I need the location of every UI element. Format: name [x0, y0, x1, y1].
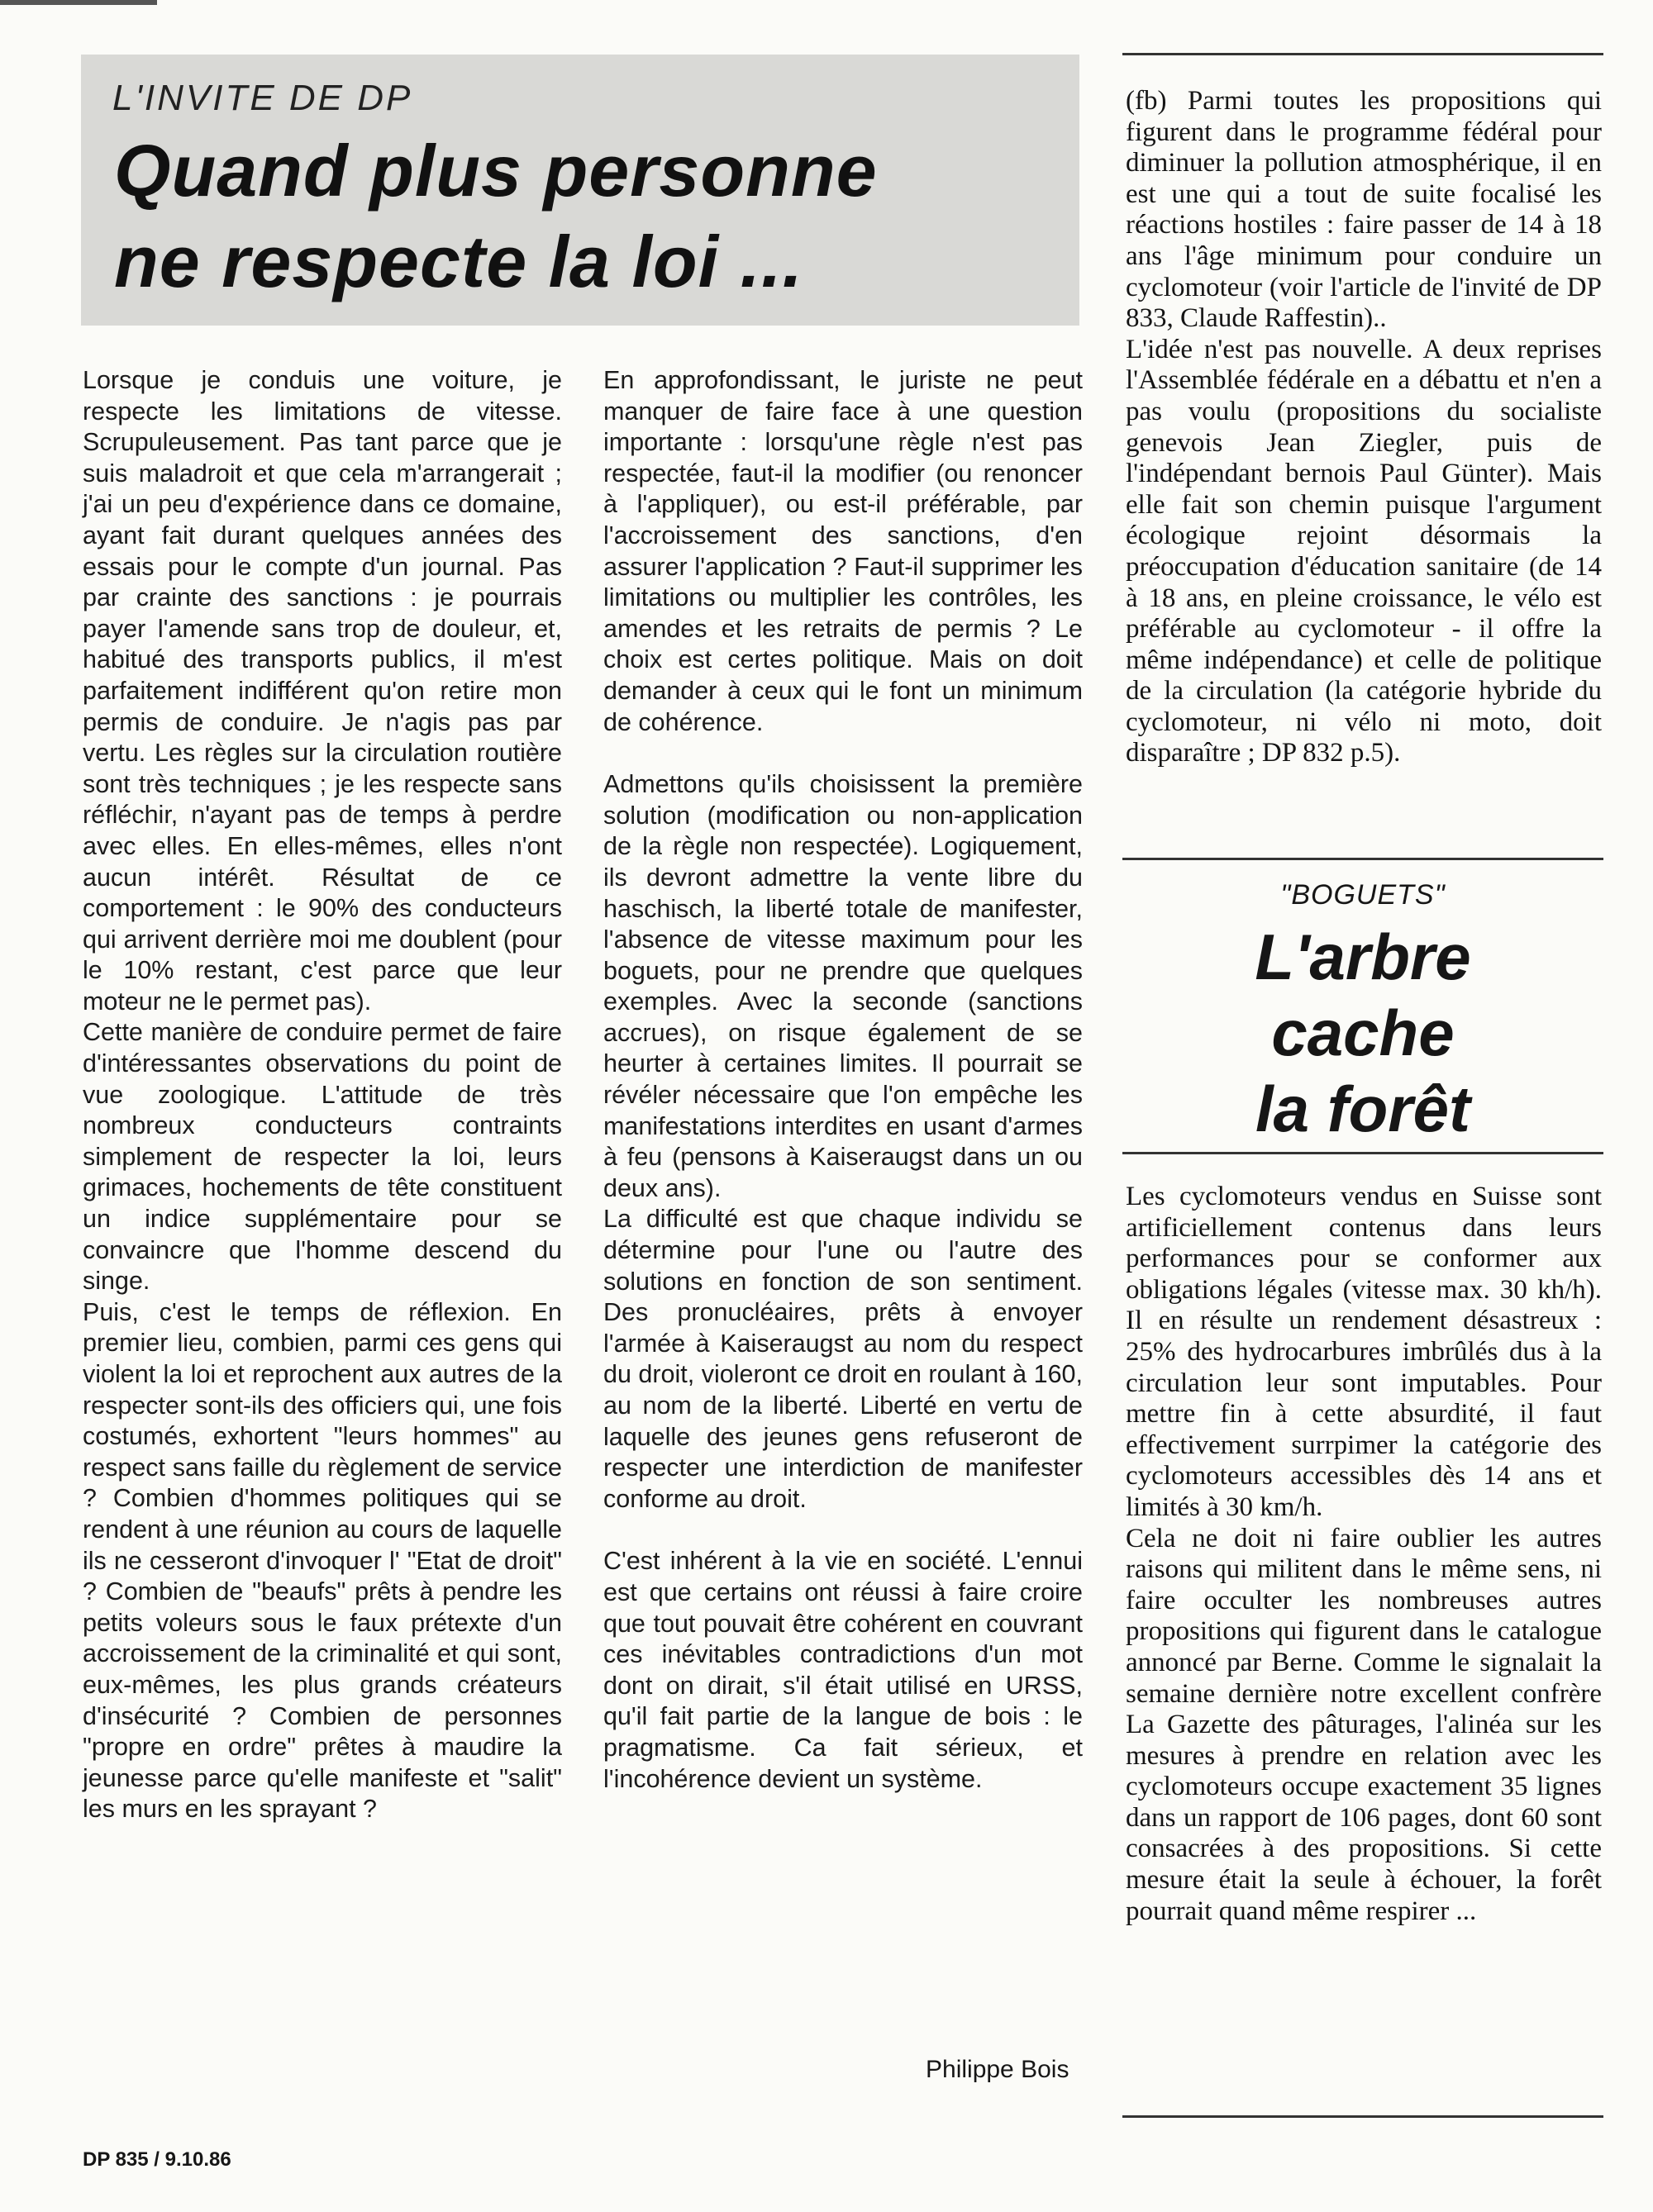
boguets-title-line-1: L'arbre: [1255, 920, 1471, 993]
article-title-line-2: ne respecte la loi ...: [114, 221, 803, 302]
paragraph: C'est inhérent à la vie en société. L'ennui est que certains ont réussi à faire croire que tout pouvait être cohérent en couvrant ces inévitables contradictions d'un mot dont on dirait, s'il était utilisé en URSS, qu'il fait partie de la langue de bois : le pragmatisme. Ca fait sérieux, et l'incohérence devient un système.: [603, 1547, 1083, 1793]
article-header: [81, 55, 1079, 326]
sidebar-brief: [1126, 86, 1602, 769]
paragraph: Les cyclomoteurs vendus en Suisse sont artificiellement contenus dans leurs performances pour se conformer aux obligations légales (vitesse max. 30 kh/h). Il en résulte un rendement désastreux : 25% des hydrocarbures imbrûlés dus à la circulation leur sont imputables. Pour mettre fin à cette absurdité, il faut effectivement surrpimer la catégorie des cyclomoteurs accessibles dès 14 ans et limités à 30 km/h.: [1126, 1182, 1602, 1522]
paragraph: Cette manière de conduire permet de faire d'intéressantes observations du point de vue zoologique. L'attitude de très nombreux conducteurs contraints simplement de respecter la loi, leurs grimaces, hochements de tête constituent un indice supplémentaire pour se convaincre que l'homme descend du singe.: [83, 1018, 562, 1296]
sidebar-rule: [1122, 1152, 1603, 1154]
article-title-line-1: Quand plus personne: [114, 130, 878, 212]
boguets-title-line-3: la forêt: [1255, 1073, 1471, 1145]
boguets-kicker: "BOGUETS": [1280, 879, 1446, 911]
paragraph: En approfondissant, le juriste ne peut manquer de faire face à une question importante : lorsqu'une règle n'est pas respectée, faut-il la modifier (ou renoncer à l'appliquer), ou est-il préférable, par l'accroissement des sanctions, d'en assurer l'application ? Faut-il supprimer les limitations ou multiplier les contrôles, les amendes et les retraits de permis ? Le choix est certes politique. Mais on doit demander à ceux qui le font un minimum de cohérence.: [603, 366, 1083, 736]
issue-reference: DP 835 / 9.10.86: [83, 2148, 231, 2171]
article-title: [114, 126, 1065, 307]
paragraph: L'idée n'est pas nouvelle. A deux reprises l'Assemblée fédérale en a débattu et n'en a pas voulu (propositions du socialiste genevois Jean Ziegler, puis de l'indépendant bernois Paul Günter). Mais elle fait son chemin puisque l'argument écologique rejoint désormais la préoccupation d'éducation sanitaire (de 14 à 18 ans, en pleine croissance, le vélo est préférable au cyclomoteur - il offre la même indépendance) et celle de politique de la circulation (la catégorie hybride du cyclomoteur, ni vélo ni moto, doit disparaître ; DP 832 p.5).: [1126, 334, 1602, 768]
boguets-body: [1126, 1182, 1602, 1927]
paragraph: Puis, c'est le temps de réflexion. En premier lieu, combien, parmi ces gens qui violent la loi et reprochent aux autres de la respecter sont-ils des officiers qui, une fois costumés, exhortent "leurs hommes" au respect sans faille du règlement de service ? Combien d'hommes politiques qui se rendent à une réunion au cours de laquelle ils ne cesseront d'invoquer l' "Etat de droit" ? Combien de "beaufs" prêts à pendre les petits voleurs sous le faux prétexte d'un accroissement de la criminalité et qui sont, eux-mêmes, les plus grands créateurs d'insécurité ? Combien de personnes "propre en ordre" prêtes à maudire la jeunesse parce qu'elle manifeste et "salit" les murs en les sprayant ?: [83, 1297, 562, 1824]
boguets-title-line-2: cache: [1271, 997, 1455, 1069]
article-column-1: [83, 365, 562, 1825]
section-kicker: L'INVITE DE DP: [112, 78, 413, 118]
article-column-2: [603, 365, 1083, 1795]
sidebar-top-rule: [1122, 53, 1603, 55]
sidebar-rule: [1122, 858, 1603, 860]
paragraph: Lorsque je conduis une voiture, je respecte les limitations de vitesse. Scrupuleusement. Pas tant parce que je suis maladroit et que cela m'arrangerait ; j'ai un peu d'expérience dans ce domaine, ayant fait durant quelques années des essais pour le compte d'un journal. Pas par crainte des sanctions : je pourrais payer l'amende sans trop de douleur, et, habitué des transports publics, il m'est parfaitement indifférent qu'on retire mon permis de conduire. Je n'agis pas par vertu. Les règles sur la circulation routière sont très techniques ; je les respecte sans réfléchir, n'ayant pas de temps à perdre avec elles. En elles-mêmes, elles n'ont aucun intérêt. Résultat de ce comportement : le 90% des conducteurs qui arrivent derrière moi me doublent (pour le 10% restant, c'est parce que leur moteur ne le permet pas).: [83, 366, 562, 1016]
boguets-title: [1122, 919, 1603, 1147]
author-signature: Philippe Bois: [926, 2056, 1069, 2083]
paragraph: Admettons qu'ils choisissent la première solution (modification ou non-application de la règle non respectée). Logiquement, ils devront admettre la vente libre du haschisch, la liberté totale de manifester, l'absence de vitesse maximum pour les boguets, pour ne prendre que quelques exemples. Avec la seconde (sanctions accrues), on risque également de se heurter à certaines limites. Il pourrait se révéler nécessaire que l'on empêche les manifestations interdites en usant d'armes à feu (pensons à Kaiseraugst dans un ou deux ans).: [603, 770, 1083, 1202]
paragraph: (fb) Parmi toutes les propositions qui figurent dans le programme fédéral pour diminuer la pollution atmosphérique, il en est une qui a tout de suite focalisé les réactions hostiles : faire passer de 14 à 18 ans l'âge minimum pour conduire un cyclomoteur (voir l'article de l'invité de DP 833, Claude Raffestin)..: [1126, 86, 1602, 334]
sidebar-bottom-rule: [1122, 2115, 1603, 2118]
top-edge-rule: [0, 0, 157, 5]
paragraph: Cela ne doit ni faire oublier les autres raisons qui militent dans le même sens, ni faire occulter les nombreuses autres propositions qui figurent dans le catalogue annoncé par Berne. Comme le signalait la semaine dernière notre excellent confrère La Gazette des pâturages, l'alinéa sur les mesures à prendre en relation avec les cyclomoteurs occupe exactement 35 lignes dans un rapport de 106 pages, dont 60 sont consacrées à des propositions. Si cette mesure était la seule à échouer, la forêt pourrait quand même respirer ...: [1126, 1523, 1602, 1926]
paragraph: La difficulté est que chaque individu se détermine pour l'une ou l'autre des solutions en fonction de son sentiment. Des pronucléaires, prêts à envoyer l'armée à Kaiseraugst au nom du respect du droit, violeront ce droit en roulant à 160, au nom de la liberté. Liberté en vertu de laquelle des jeunes gens refuseront de respecter une interdiction de manifester conforme au droit.: [603, 1205, 1083, 1513]
